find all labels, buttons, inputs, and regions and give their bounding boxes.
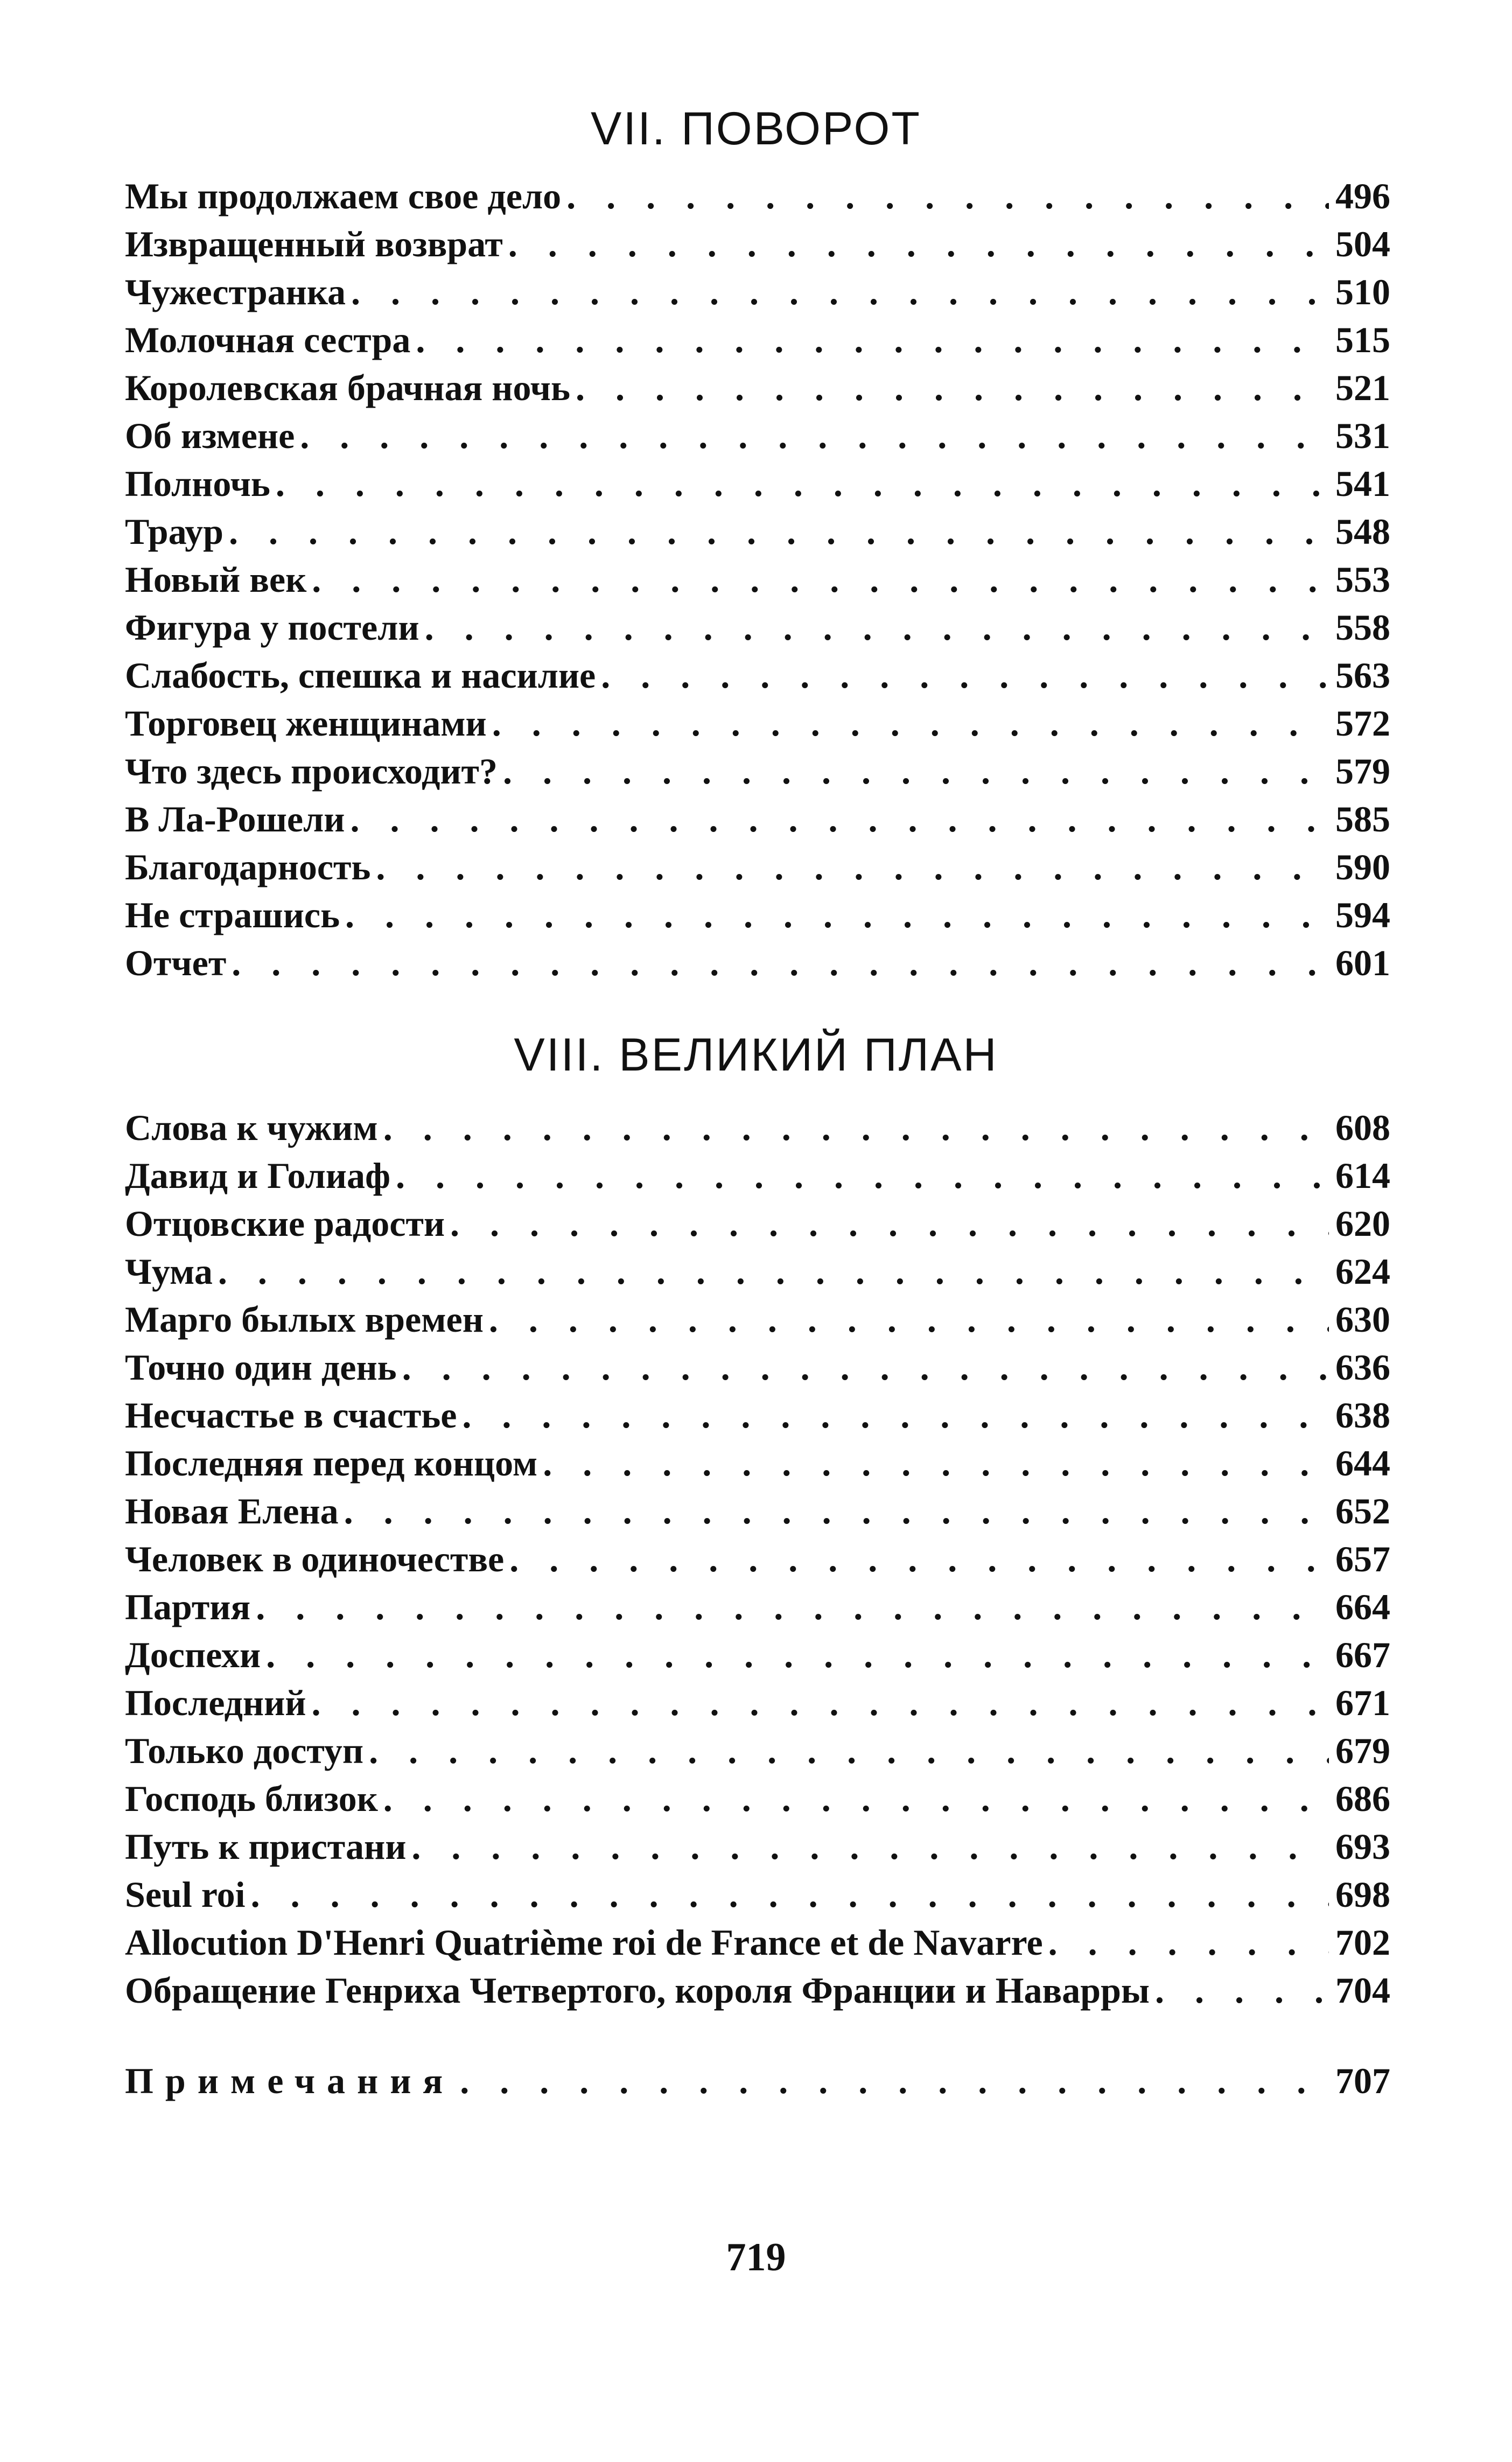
toc-entry-title: Несчастье в счастье — [125, 1395, 457, 1436]
dot-leader — [508, 220, 1329, 268]
toc-entry-page: 563 — [1335, 655, 1390, 696]
dot-leader — [345, 891, 1329, 939]
toc-entry-title: Примечания — [125, 2060, 455, 2101]
toc-entry-title: Извращенный возврат — [125, 223, 503, 264]
toc-entry-title: Марго былых времен — [125, 1299, 484, 1340]
toc-entry — [125, 1535, 1390, 1583]
toc-entry — [125, 604, 1390, 652]
toc-entry-page: 679 — [1335, 1730, 1390, 1771]
toc-entry — [125, 508, 1390, 556]
toc-entry-page: 608 — [1335, 1107, 1390, 1148]
toc-entry — [125, 747, 1390, 795]
toc-entry-page: 590 — [1335, 847, 1390, 887]
toc-entry — [125, 1583, 1390, 1631]
dot-leader — [492, 700, 1329, 747]
toc-entry-title: Чужестранка — [125, 271, 346, 312]
toc-entry-page: 702 — [1335, 1922, 1390, 1963]
dot-leader — [229, 508, 1329, 556]
toc-entry-title: Об измене — [125, 415, 295, 456]
dot-leader — [425, 604, 1329, 652]
toc-entry-title: Фигура у постели — [125, 607, 419, 648]
toc-entry-title: Последняя перед концом — [125, 1443, 538, 1484]
toc-section-vii — [125, 172, 1390, 987]
dot-leader — [543, 1439, 1329, 1487]
toc-entry-page: 698 — [1335, 1874, 1390, 1915]
dot-leader — [503, 747, 1329, 795]
dot-leader — [266, 1631, 1329, 1679]
toc-entry — [125, 1104, 1390, 1152]
toc-entry-title: Торговец женщинами — [125, 703, 487, 744]
dot-leader — [351, 268, 1329, 316]
toc-entry — [125, 843, 1390, 891]
toc-entry-title: Траур — [125, 511, 223, 552]
toc-entry-title: Королевская брачная ночь — [125, 367, 570, 408]
toc-entry-page: 496 — [1335, 176, 1390, 216]
dot-leader — [344, 1487, 1329, 1535]
toc-entry — [125, 1871, 1390, 1919]
toc-entry-page: 657 — [1335, 1538, 1390, 1579]
toc-entry-title: Что здесь происходит? — [125, 751, 498, 792]
toc-entry-title: Только доступ — [125, 1730, 364, 1771]
toc-entry-page: 553 — [1335, 559, 1390, 600]
toc-entry-page: 664 — [1335, 1586, 1390, 1627]
dot-leader — [462, 1391, 1329, 1439]
toc-entry — [125, 556, 1390, 604]
toc-entry-page: 667 — [1335, 1634, 1390, 1675]
toc-entry — [125, 1487, 1390, 1535]
toc-entry — [125, 220, 1390, 268]
dot-leader — [369, 1727, 1329, 1775]
dot-leader — [300, 412, 1329, 460]
toc-entry-page: 620 — [1335, 1203, 1390, 1244]
toc-entry — [125, 412, 1390, 460]
toc-entry-page: 521 — [1335, 367, 1390, 408]
dot-leader — [416, 316, 1329, 364]
toc-entry-title: Не страшись — [125, 894, 340, 935]
toc-entry — [125, 1200, 1390, 1248]
toc-entry-page: 630 — [1335, 1299, 1390, 1340]
toc-entry-page: 693 — [1335, 1826, 1390, 1867]
toc-entry-page: 707 — [1335, 2060, 1390, 2101]
toc-entry-title: Полночь — [125, 463, 270, 504]
toc-entry — [125, 1439, 1390, 1487]
toc-entry-title: Мы продолжаем свое дело — [125, 176, 562, 216]
toc-section-viii — [125, 1104, 1390, 2015]
page-number: 719 — [726, 2235, 786, 2279]
toc-entry — [125, 1775, 1390, 1823]
toc-entry-page: 515 — [1335, 319, 1390, 360]
toc-entry-page: 638 — [1335, 1395, 1390, 1436]
toc-entry-title: Allocution D'Henri Quatrième roi de France et de Navarre — [125, 1922, 1043, 1963]
toc-entry-title: Seul roi — [125, 1874, 246, 1915]
toc-entry — [125, 1823, 1390, 1871]
toc-entry — [125, 1727, 1390, 1775]
toc-entry-title: Последний — [125, 1682, 306, 1723]
toc-entry-title: Слова к чужим — [125, 1107, 378, 1148]
dot-leader — [450, 1200, 1329, 1248]
dot-leader — [566, 172, 1329, 220]
toc-entry-page: 686 — [1335, 1778, 1390, 1819]
toc-entry-title: Давид и Голиаф — [125, 1155, 391, 1196]
toc-entry-page: 614 — [1335, 1155, 1390, 1196]
toc-entry — [125, 939, 1390, 987]
toc-entry-title: Чума — [125, 1251, 213, 1292]
toc-entry-page: 671 — [1335, 1682, 1390, 1723]
toc-entry-page: 579 — [1335, 751, 1390, 792]
toc-entry-page: 510 — [1335, 271, 1390, 312]
toc-entry — [125, 795, 1390, 843]
toc-entry-page: 558 — [1335, 607, 1390, 648]
dot-leader — [383, 1104, 1329, 1152]
toc-entry-title: Точно один день — [125, 1347, 397, 1388]
dot-leader — [489, 1296, 1329, 1344]
toc-entry-title: Партия — [125, 1586, 251, 1627]
dot-leader — [1155, 1967, 1329, 2015]
toc-entry-title: Человек в одиночестве — [125, 1538, 505, 1579]
toc-entry-page: 636 — [1335, 1347, 1390, 1388]
toc-entry — [125, 1967, 1390, 2015]
toc-entry — [125, 316, 1390, 364]
dot-leader — [411, 1823, 1329, 1871]
dot-leader — [376, 843, 1329, 891]
toc-entry-page: 541 — [1335, 463, 1390, 504]
toc-entry-page: 652 — [1335, 1491, 1390, 1531]
toc-entry — [125, 172, 1390, 220]
toc-entry-title: Доспехи — [125, 1634, 261, 1675]
toc-entry-title: В Ла-Рошели — [125, 799, 345, 840]
dot-leader — [232, 939, 1329, 987]
toc-entry-title: Слабость, спешка и насилие — [125, 655, 596, 696]
toc-entry-notes — [125, 2057, 1390, 2105]
toc-entry-title: Новая Елена — [125, 1491, 339, 1531]
dot-leader — [251, 1871, 1329, 1919]
toc-entry — [125, 364, 1390, 412]
toc-entry — [125, 1631, 1390, 1679]
toc-entry-title: Отчет — [125, 942, 227, 983]
toc-entry — [125, 1344, 1390, 1391]
toc-entry-page: 601 — [1335, 942, 1390, 983]
dot-leader — [601, 652, 1329, 700]
toc-entry-title: Путь к пристани — [125, 1826, 407, 1867]
toc-entry — [125, 891, 1390, 939]
dot-leader — [576, 364, 1329, 412]
dot-leader — [276, 460, 1329, 508]
toc-notes — [125, 2057, 1390, 2105]
dot-leader — [509, 1535, 1329, 1583]
toc-entry-page: 624 — [1335, 1251, 1390, 1292]
toc-entry — [125, 652, 1390, 700]
toc-entry — [125, 268, 1390, 316]
toc-entry — [125, 700, 1390, 747]
toc-entry-page: 585 — [1335, 799, 1390, 840]
toc-entry — [125, 1391, 1390, 1439]
dot-leader — [311, 1679, 1329, 1727]
toc-entry-page: 504 — [1335, 223, 1390, 264]
dot-leader — [218, 1248, 1329, 1296]
toc-entry — [125, 1919, 1390, 1967]
toc-entry-page: 531 — [1335, 415, 1390, 456]
toc-entry-page: 594 — [1335, 894, 1390, 935]
toc-entry — [125, 1296, 1390, 1344]
toc-entry-title: Новый век — [125, 559, 307, 600]
toc-entry-title: Благодарность — [125, 847, 371, 887]
toc-entry-page: 572 — [1335, 703, 1390, 744]
toc-entry — [125, 1152, 1390, 1200]
toc-entry-page: 548 — [1335, 511, 1390, 552]
dot-leader — [396, 1152, 1329, 1200]
dot-leader — [312, 556, 1329, 604]
toc-entry-title: Молочная сестра — [125, 319, 411, 360]
toc-entry — [125, 460, 1390, 508]
toc-entry-page: 644 — [1335, 1443, 1390, 1484]
toc-entry-title: Отцовские радости — [125, 1203, 445, 1244]
section-heading-viii: VIII. ВЕЛИКИЙ ПЛАН — [514, 1029, 998, 1081]
dot-leader — [1048, 1919, 1329, 1967]
dot-leader — [460, 2057, 1329, 2105]
toc-entry-page: 704 — [1335, 1970, 1390, 2011]
dot-leader — [402, 1344, 1329, 1391]
toc-entry — [125, 1679, 1390, 1727]
section-heading-vii: VII. ПОВОРОТ — [591, 103, 921, 155]
dot-leader — [383, 1775, 1329, 1823]
dot-leader — [350, 795, 1329, 843]
dot-leader — [256, 1583, 1329, 1631]
toc-entry-title: Обращение Генриха Четвертого, короля Франции и Наварры — [125, 1970, 1150, 2011]
toc-entry-title: Господь близок — [125, 1778, 378, 1819]
toc-entry — [125, 1248, 1390, 1296]
